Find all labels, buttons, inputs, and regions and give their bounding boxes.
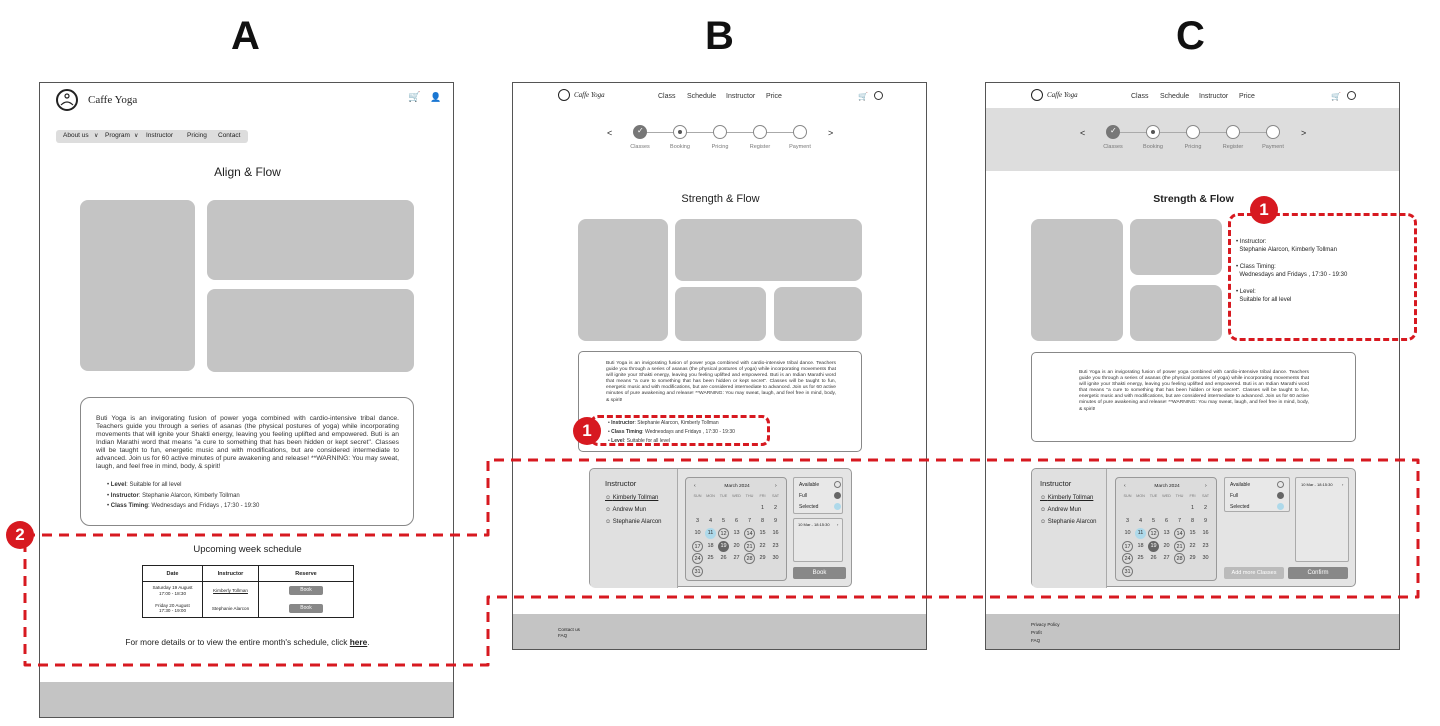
calendar-day[interactable]: 15 — [759, 530, 766, 536]
calendar-day[interactable]: 17 — [692, 541, 703, 552]
weekday-label: SAT — [1201, 494, 1210, 498]
step-classes[interactable]: ✓ — [633, 125, 647, 139]
nav-schedule[interactable]: Schedule — [687, 93, 717, 100]
weekday-label: MON — [706, 494, 715, 498]
calendar-day[interactable]: 14 — [1174, 528, 1185, 539]
more-end: . — [367, 637, 370, 647]
instructor-title: Instructor — [605, 479, 637, 488]
here-link[interactable]: here — [349, 637, 368, 647]
calendar-day[interactable]: 12 — [718, 528, 729, 539]
calendar-day[interactable]: 31 — [692, 566, 703, 577]
time-slot[interactable]: 10 Mar - 18:15:30 — [798, 522, 830, 527]
next-arrow[interactable]: > — [1301, 128, 1307, 138]
confirm-button[interactable]: Confirm — [1288, 567, 1348, 579]
calendar-day[interactable]: 29 — [759, 555, 766, 561]
step-label: Booking — [1143, 144, 1163, 150]
calendar-day[interactable]: 10 — [694, 530, 701, 536]
page-title: Align & Flow — [214, 165, 281, 179]
weekday-label: FRI — [759, 494, 766, 498]
brand-name[interactable]: Caffe Yoga — [1047, 91, 1078, 99]
label-b: B — [705, 14, 734, 58]
user-icon: ☺ — [1040, 519, 1048, 525]
footer-profit[interactable]: Profit — [1031, 630, 1042, 635]
footer-privacy[interactable]: Privacy Policy — [1031, 622, 1060, 627]
description-text: Buti Yoga is an invigorating fusion of power yoga combined with cardio-intensive tribal dance. Teachers guide you through a series of asanas (the physical postures of yoga) while incorporating movements that will ignite your Shakti energy, leaving you feeling uplifted and empowered. Buti is an Indian Marathi word that means "a cure to something that has been hidden or kept secret". Classes will be taught to fun, energetic music and with modifications, but are considered intermediate to advanced. Join us for 60 active minutes of pure awakening and release! **WARNING: You may sweat, laugh, and feel free in mind, body, & spirit! — [96, 415, 399, 470]
menu-about[interactable]: About us — [63, 132, 89, 139]
calendar-day[interactable]: 10 — [1124, 530, 1131, 536]
calendar-day[interactable]: 19 — [1148, 541, 1159, 552]
nav-class[interactable]: Class — [658, 93, 676, 100]
calendar-day[interactable]: 29 — [1189, 555, 1196, 561]
prev-arrow[interactable]: < — [1080, 128, 1086, 138]
badge-1-b: 1 — [573, 417, 601, 445]
calendar-day[interactable]: 5 — [721, 517, 726, 524]
instructor-name: Andrew Mun — [1047, 507, 1082, 513]
step-label: Pricing — [1184, 144, 1202, 150]
user-icon: ☺ — [1040, 495, 1048, 501]
chevron-right-icon[interactable]: › — [775, 483, 777, 489]
col-instructor: Instructor — [203, 566, 259, 582]
weekday-label: WED — [1162, 494, 1171, 498]
step-label: Payment — [1262, 144, 1284, 150]
bullet-timing: • Class Timing: Wednesdays and Fridays , 17:30 - 19:30 — [107, 503, 260, 509]
legend-full: Full — [799, 493, 808, 499]
row-time: 17:00 - 18:30 — [158, 590, 187, 596]
instructor-name: Kimberly Tollman — [1047, 495, 1094, 501]
description-text: Buti Yoga is an invigorating fusion of power yoga combined with cardio-intensive tribal dance. Teachers guide you through a series of asanas (the physical postures of yoga) while incorporating movements that will ignite your Shakti energy, leaving you feeling uplifted and empowered. Buti is an Indian Marathi word that means "a cure to something that has been hidden or kept secret". Classes will be taught to fun, energetic music and with modifications, but are considered intermediate to advanced. Join us for 60 active minutes of pure awakening and release! **WARNING: You may sweat, laugh, and feel free in mind, body, & spirit! — [1079, 370, 1309, 412]
menu-program[interactable]: Program — [105, 132, 130, 139]
page-title: Strength & Flow — [681, 193, 760, 205]
calendar-day[interactable]: 7 — [1177, 517, 1182, 524]
calendar-day[interactable]: 4 — [1138, 517, 1143, 524]
calendar-day[interactable]: 28 — [744, 553, 755, 564]
nav-price[interactable]: Price — [1239, 93, 1255, 100]
calendar-day[interactable]: 7 — [747, 517, 752, 524]
col-date: Date — [143, 566, 203, 582]
bullet-instructor: • Instructor: Stephanie Alarcon, Kimberly Tollman — [608, 420, 719, 426]
badge-1-c: 1 — [1250, 196, 1278, 224]
menu-pricing[interactable]: Pricing — [187, 132, 207, 139]
col-reserve: Reserve — [259, 566, 354, 582]
instructor-name: Stephanie Alarcon — [612, 519, 662, 525]
instructor-title: Instructor — [1040, 479, 1072, 488]
footer-faq[interactable]: FAQ — [558, 633, 568, 638]
instructor-name: Stephanie Alarcon — [1047, 519, 1097, 525]
user-icon: ☺ — [605, 495, 613, 501]
weekday-label: WED — [732, 494, 741, 498]
calendar-day[interactable]: 13 — [733, 530, 740, 536]
more-text: For more details or to view the entire month's schedule, click — [125, 637, 350, 647]
calendar-month: March 2024 — [724, 484, 750, 489]
weekday-label: SAT — [771, 494, 780, 498]
calendar-day[interactable]: 6 — [734, 517, 739, 524]
calendar-day[interactable]: 5 — [1151, 517, 1156, 524]
weekday-label: TUE — [719, 494, 728, 498]
menu-contact[interactable]: Contact — [218, 132, 241, 139]
bullet-level: • Level: Suitable for all level — [107, 482, 182, 488]
time-slot[interactable]: 10 Mar - 18:15:30 — [1301, 482, 1333, 487]
chevron-right-icon[interactable]: › — [1342, 482, 1344, 487]
calendar-day[interactable]: 22 — [759, 542, 766, 549]
chevron-right-icon[interactable]: › — [837, 522, 839, 527]
calendar-day[interactable]: 17 — [1122, 541, 1133, 552]
schedule-title: Upcoming week schedule — [193, 544, 302, 555]
calendar-day[interactable]: 16 — [1202, 530, 1209, 536]
bullet-instructor: • Instructor: Stephanie Alarcon, Kimberly Tollman — [107, 493, 240, 499]
legend-full: Full — [1230, 493, 1239, 499]
calendar-day[interactable]: 11 — [1135, 528, 1146, 539]
nav-price[interactable]: Price — [766, 93, 782, 100]
annotation-box-b — [590, 415, 770, 446]
calendar-day[interactable]: 27 — [733, 555, 740, 561]
chevron-right-icon[interactable]: › — [1205, 483, 1207, 489]
weekday-label: FRI — [1189, 494, 1196, 498]
calendar-day[interactable]: 12 — [1148, 528, 1159, 539]
prev-arrow[interactable]: < — [607, 128, 613, 138]
calendar-day[interactable]: 19 — [718, 541, 729, 552]
calendar-day[interactable]: 24 — [692, 553, 703, 564]
nav-instructor[interactable]: Instructor — [726, 93, 756, 100]
legend-selected: Selected — [799, 504, 819, 510]
weekday-label: SUN — [1123, 494, 1132, 498]
calendar-day[interactable]: 2 — [773, 505, 778, 511]
calendar-day[interactable]: 14 — [744, 528, 755, 539]
calendar-day[interactable]: 18 — [1137, 542, 1144, 549]
info-level: • Level: Suitable for all level — [1236, 289, 1292, 303]
calendar-day[interactable]: 21 — [1174, 541, 1185, 552]
calendar-day[interactable]: 18 — [707, 542, 714, 549]
weekday-label: SUN — [693, 494, 702, 498]
calendar-day[interactable]: 16 — [772, 530, 779, 536]
brand-name[interactable]: Caffe Yoga — [88, 94, 138, 106]
weekday-label: MON — [1136, 494, 1145, 498]
row-date: Friday 20 August — [155, 602, 190, 608]
info-instructor: • Instructor: Stephanie Alarcon, Kimberly Tollman — [1236, 239, 1337, 253]
label-a: A — [231, 14, 260, 58]
chevron-down-icon[interactable]: ∨ — [134, 133, 139, 139]
label-c: C — [1176, 14, 1205, 58]
user-icon[interactable]: 👤 — [430, 92, 442, 102]
annotation-box-c — [1228, 213, 1417, 341]
chevron-left-icon[interactable]: ‹ — [1124, 483, 1126, 489]
row-instructor[interactable]: Kimberly Tollman — [203, 582, 259, 600]
calendar-day[interactable]: 26 — [720, 555, 727, 561]
legend-available: Available — [1230, 482, 1251, 488]
cart-icon[interactable]: 🛒 — [1331, 92, 1341, 101]
calendar-day[interactable]: 30 — [1202, 555, 1209, 561]
calendar-day[interactable]: 13 — [1163, 530, 1170, 536]
calendar-day[interactable]: 20 — [733, 542, 740, 549]
badge-2-a: 2 — [6, 521, 34, 549]
instructor-name: Kimberly Tollman — [612, 495, 659, 501]
user-icon: ☺ — [1040, 507, 1048, 513]
row-date: Saturday 19 August — [152, 585, 193, 591]
user-icon: ☺ — [605, 507, 613, 513]
calendar-day[interactable]: 26 — [1150, 555, 1157, 561]
chevron-left-icon[interactable]: ‹ — [694, 483, 696, 489]
instructor-name: Andrew Mun — [612, 507, 647, 513]
calendar-day[interactable]: 25 — [1137, 555, 1144, 561]
calendar-day[interactable]: 28 — [1174, 553, 1185, 564]
footer-contact[interactable]: Contact us — [558, 627, 580, 632]
step-label: Register — [1222, 144, 1244, 150]
weekday-label: THU — [1175, 494, 1184, 498]
cart-icon[interactable]: 🛒 — [408, 92, 421, 103]
menu-instructor[interactable]: Instructor — [146, 132, 174, 139]
calendar-month: March 2024 — [1154, 484, 1180, 489]
bullet-level: • Level: Suitable for all level — [608, 438, 671, 444]
calendar-day[interactable]: 3 — [695, 517, 700, 524]
calendar-day[interactable]: 8 — [760, 517, 765, 524]
calendar-day[interactable]: 1 — [1190, 505, 1195, 511]
step-label: Payment — [789, 144, 811, 150]
calendar-day[interactable]: 30 — [772, 555, 779, 561]
page-title: Strength & Flow — [1153, 193, 1234, 205]
calendar-day[interactable]: 4 — [708, 517, 713, 524]
row-time: 17:30 - 19:00 — [158, 608, 187, 614]
step-label: Classes — [630, 144, 650, 150]
legend-available: Available — [799, 482, 820, 488]
cart-icon[interactable]: 🛒 — [858, 92, 868, 101]
weekday-label: THU — [745, 494, 754, 498]
calendar-day[interactable]: 23 — [1202, 542, 1209, 549]
book-button[interactable]: Book — [793, 567, 846, 579]
calendar-day[interactable]: 24 — [1122, 553, 1133, 564]
calendar-day[interactable]: 23 — [772, 542, 779, 549]
calendar-day[interactable]: 9 — [773, 517, 778, 524]
next-arrow[interactable]: > — [828, 128, 834, 138]
calendar-day[interactable]: 11 — [705, 528, 716, 539]
calendar-day[interactable]: 22 — [1189, 542, 1196, 549]
description-text: Buti Yoga is an invigorating fusion of power yoga combined with cardio-intensive tribal dance. Teachers guide you through a series of asanas (the physical postures of yoga) while incorporating movements that will ignite your Shakti energy, leaving you feeling uplifted and empowered. Buti is an Indian Marathi word that means "a cure to something that has been hidden or kept secret". Classes will be taught to fun, energetic music and with modifications, but are considered intermediate to advanced. Join us for 60 active minutes of pure awakening and release! **WARNING: You may sweat, laugh, and feel free in mind, body, & spirit! — [606, 361, 836, 403]
chevron-down-icon[interactable]: ∨ — [94, 133, 99, 139]
info-timing: • Class Timing: Wednesdays and Fridays , 17:30 - 19:30 — [1236, 264, 1348, 278]
step-label: Booking — [670, 144, 690, 150]
step-label: Pricing — [711, 144, 729, 150]
calendar-day[interactable]: 15 — [1189, 530, 1196, 536]
calendar-day[interactable]: 25 — [707, 555, 714, 561]
step-label: Classes — [1103, 144, 1123, 150]
calendar-day[interactable]: 3 — [1125, 517, 1130, 524]
nav-instructor[interactable]: Instructor — [1199, 93, 1229, 100]
nav-class[interactable]: Class — [1131, 93, 1149, 100]
bullet-timing: • Class Timing: Wednesdays and Fridays , 17:30 - 19:30 — [608, 429, 735, 435]
legend-selected: Selected — [1230, 504, 1250, 510]
calendar-day[interactable]: 8 — [1190, 517, 1195, 524]
book-button[interactable]: Book — [289, 586, 323, 595]
calendar-day[interactable]: 20 — [1163, 542, 1170, 549]
calendar-day[interactable]: 21 — [744, 541, 755, 552]
brand-name[interactable]: Caffe Yoga — [574, 91, 605, 99]
calendar-day[interactable]: 31 — [1122, 566, 1133, 577]
weekday-label: TUE — [1149, 494, 1158, 498]
calendar-day[interactable]: 1 — [760, 505, 765, 511]
calendar-day[interactable]: 27 — [1163, 555, 1170, 561]
calendar-day[interactable]: 6 — [1164, 517, 1169, 524]
step-label: Register — [749, 144, 771, 150]
user-icon: ☺ — [605, 519, 613, 525]
book-button[interactable]: Book — [289, 604, 323, 613]
add-more-classes-button[interactable]: Add more Classes — [1224, 567, 1284, 579]
calendar-day[interactable]: 2 — [1203, 505, 1208, 511]
nav-schedule[interactable]: Schedule — [1160, 93, 1190, 100]
row-instructor[interactable]: Stephanie Alarcon — [203, 600, 259, 618]
calendar-day[interactable]: 9 — [1203, 517, 1208, 524]
step-classes[interactable]: ✓ — [1106, 125, 1120, 139]
footer-faq[interactable]: FAQ — [1031, 638, 1041, 643]
